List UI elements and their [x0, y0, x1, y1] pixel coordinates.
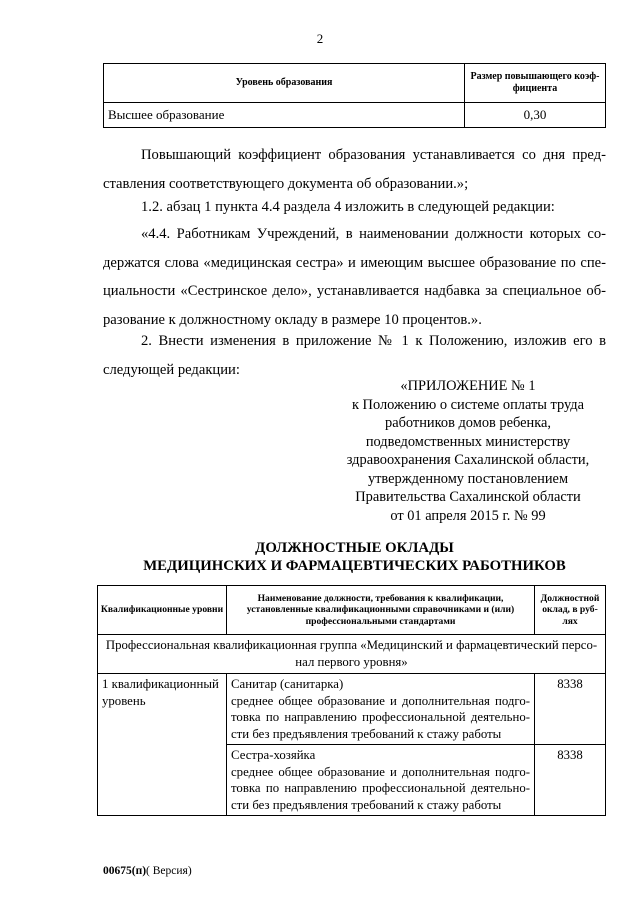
annex-line: от 01 апреля 2015 г. № 99: [390, 507, 546, 524]
text-line: циальности «Сестринское дело», устанавливается надбавка за специальное об-: [103, 283, 606, 299]
paragraph-coefficient: [103, 141, 606, 198]
salary-table: [97, 585, 606, 816]
header-education-level: Уровень образования: [104, 64, 465, 103]
table-header-row: [104, 64, 606, 103]
document-code: 00675(п): [103, 865, 147, 877]
position-requirements: среднее общее образование и дополнительная подго-товка по направлению профессиональной деятельно-сти без предъявления требований к стажу работы: [231, 693, 530, 741]
position-requirements: среднее общее образование и дополнительная подго-товка по направлению профессиональной деятельно-сти без предъявления требований к стажу работы: [231, 764, 530, 812]
position-name: Санитар (санитарка): [231, 677, 344, 691]
annex-header: [330, 377, 606, 525]
position-cell: [227, 745, 535, 816]
footer-doc-code: [103, 865, 192, 877]
header-position-name: Наименование должности, требования к квалификации, установленные квалификационными справочниками и (или) профессиональными стандартами: [227, 586, 535, 635]
annex-line: здравоохранения Сахалинской области,: [346, 452, 590, 468]
coefficient-table: [103, 63, 606, 128]
position-cell: [227, 674, 535, 745]
qualification-level: 1 квалификационный уровень: [98, 674, 227, 816]
paragraph-amendment-1-2: [103, 193, 606, 222]
text-line: ставления соответствующего документа об образовании.»;: [103, 175, 469, 192]
paragraph-clause-4-4: [103, 220, 606, 334]
cell-education-level: Высшее образование: [104, 103, 465, 128]
annex-line: к Положению о системе оплаты труда: [351, 396, 585, 413]
annex-line: утвержденному постановлением: [367, 470, 569, 487]
text-line: «4.4. Работникам Учреждений, в наименовании должности которых со-: [141, 226, 606, 242]
title-line: МЕДИЦИНСКИХ И ФАРМАЦЕВТИЧЕСКИХ РАБОТНИКОВ: [143, 558, 566, 574]
header-coefficient: Размер повышающего коэф-фициента: [465, 64, 606, 103]
position-name: Сестра-хозяйка: [231, 748, 316, 762]
text-line: разование к должностному окладу в размере 10 процентов.».: [103, 311, 482, 328]
table-group-row: [98, 635, 606, 674]
annex-line: «ПРИЛОЖЕНИЕ № 1: [400, 378, 536, 394]
page-number: 2: [316, 31, 324, 46]
table-row: [104, 103, 606, 128]
annex-line: подведомственных министерству: [365, 433, 571, 450]
text-line: Повышающий коэффициент образования устанавливается со дня пред-: [141, 147, 606, 163]
document-version: ( Версия): [146, 865, 192, 877]
salary-value: 8338: [535, 745, 606, 816]
header-qualification-levels: Квалификационные уровни: [98, 586, 227, 635]
header-salary: Должностной оклад, в руб-лях: [535, 586, 606, 635]
text-line: держатся слова «медицинская сестра» и имеющим высшее образование по спе-: [103, 254, 606, 271]
text-line: 2. Внести изменения в приложение № 1 к Положению, изложив его в: [141, 333, 606, 349]
table-row: [98, 674, 606, 745]
text-line: следующей редакции:: [103, 361, 240, 378]
salary-value: 8338: [535, 674, 606, 745]
cell-coefficient: 0,30: [465, 103, 606, 128]
section-title: [103, 539, 606, 575]
text-line: 1.2. абзац 1 пункта 4.4 раздела 4 изложить в следующей редакции:: [141, 199, 555, 215]
group-title: Профессиональная квалификационная группа «Медицинский и фармацевтический персо-нал первого уровня»: [98, 635, 606, 674]
paragraph-amendment-2: [103, 327, 606, 384]
annex-line: работников домов ребенка,: [385, 415, 551, 431]
table-header-row: [98, 586, 606, 635]
title-line: ДОЛЖНОСТНЫЕ ОКЛАДЫ: [255, 540, 454, 556]
annex-line: Правительства Сахалинской области: [355, 489, 581, 505]
